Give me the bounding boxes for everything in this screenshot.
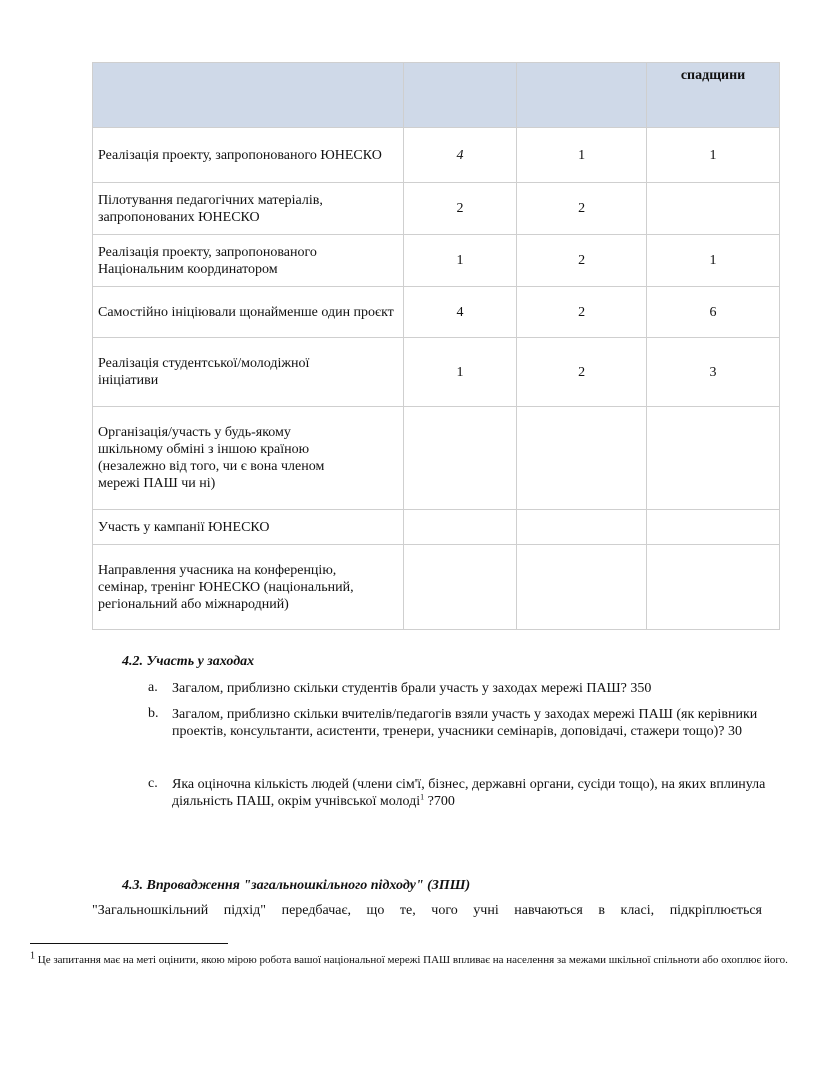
row-value: 1 bbox=[403, 235, 516, 287]
row-value: 1 bbox=[647, 235, 780, 287]
list-item-community bbox=[172, 776, 772, 810]
row-value bbox=[647, 545, 780, 630]
footnote-text: Це запитання має на меті оцінити, якою мірою робота вашої національної мережі ПАШ впливає на населення за межами шкільної спільноти або охоплює його. bbox=[37, 954, 788, 966]
row-label: Пілотування педагогічних матеріалів, запропонованих ЮНЕСКО bbox=[93, 183, 404, 235]
row-value: 4 bbox=[403, 287, 516, 338]
table-row bbox=[93, 545, 780, 630]
row-value bbox=[647, 183, 780, 235]
whole-school-paragraph: "Загальношкільний підхід" передбачає, що те, чого учні навчаються в класі, підкріплюється bbox=[92, 903, 762, 918]
community-answer: ?700 bbox=[424, 794, 455, 809]
footnote bbox=[30, 952, 805, 968]
row-label: Реалізація проекту, запропонованого Національним координатором bbox=[93, 235, 404, 287]
row-value bbox=[403, 510, 516, 545]
table-row bbox=[93, 235, 780, 287]
row-value: 1 bbox=[517, 128, 647, 183]
row-label: Організація/участь у будь-якому шкільному обміні з іншою країною (незалежно від того, чи є вона членом мережі ПАШ чи ні) bbox=[93, 407, 404, 510]
row-label: Реалізація студентської/молодіжної ініціативи bbox=[93, 338, 404, 407]
footnote-reference: 1 bbox=[420, 792, 425, 802]
row-value: 6 bbox=[647, 287, 780, 338]
table-row bbox=[93, 407, 780, 510]
row-value: 4 bbox=[403, 128, 516, 183]
row-value bbox=[403, 407, 516, 510]
header-cell-heritage: спадщини bbox=[647, 63, 780, 128]
table-row bbox=[93, 183, 780, 235]
row-value bbox=[517, 510, 647, 545]
table-header-row bbox=[93, 63, 780, 128]
row-value bbox=[517, 545, 647, 630]
community-question: Яка оціночна кількість людей (члени сім'ї, бізнес, державні органи, сусіди тощо), на яких вплинула діяльність ПАШ, окрім учнівської молоді bbox=[172, 777, 766, 809]
row-value bbox=[647, 407, 780, 510]
row-value bbox=[517, 407, 647, 510]
row-value: 2 bbox=[517, 235, 647, 287]
activities-table bbox=[92, 62, 780, 630]
row-value: 2 bbox=[517, 338, 647, 407]
header-cell bbox=[403, 63, 516, 128]
table-row bbox=[93, 287, 780, 338]
row-label: Участь у кампанії ЮНЕСКО bbox=[93, 510, 404, 545]
row-value: 2 bbox=[517, 183, 647, 235]
header-cell bbox=[517, 63, 647, 128]
footnote-divider bbox=[30, 943, 228, 944]
list-marker: c. bbox=[148, 776, 158, 791]
row-value: 2 bbox=[403, 183, 516, 235]
row-value bbox=[403, 545, 516, 630]
list-marker: b. bbox=[148, 706, 159, 721]
row-value: 3 bbox=[647, 338, 780, 407]
section-4-3-title: 4.3. Впровадження "загальношкільного підходу" (ЗПШ) bbox=[122, 878, 471, 893]
row-value: 1 bbox=[647, 128, 780, 183]
list-item-students: Загалом, приблизно скільки студентів брали участь у заходах мережі ПАШ? 350 bbox=[172, 681, 652, 696]
row-label: Самостійно ініціювали щонайменше один проєкт bbox=[93, 287, 404, 338]
footnote-number: 1 bbox=[30, 950, 35, 962]
header-cell bbox=[93, 63, 404, 128]
row-value: 2 bbox=[517, 287, 647, 338]
row-label: Реалізація проекту, запропонованого ЮНЕСКО bbox=[93, 128, 404, 183]
list-marker: a. bbox=[148, 680, 158, 695]
row-label: Направлення учасника на конференцію, семінар, тренінг ЮНЕСКО (національний, регіональний або міжнародний) bbox=[93, 545, 404, 630]
section-4-2-title: 4.2. Участь у заходах bbox=[122, 654, 255, 669]
row-value bbox=[647, 510, 780, 545]
table-row bbox=[93, 338, 780, 407]
table-row bbox=[93, 510, 780, 545]
row-value: 1 bbox=[403, 338, 516, 407]
list-item-teachers: Загалом, приблизно скільки вчителів/педагогів взяли участь у заходах мережі ПАШ (як керівники проектів, консультанти, асистенти, тренери, учасники семінарів, доповідачі, стажери тощо)? 30 bbox=[172, 707, 758, 739]
table-row bbox=[93, 128, 780, 183]
